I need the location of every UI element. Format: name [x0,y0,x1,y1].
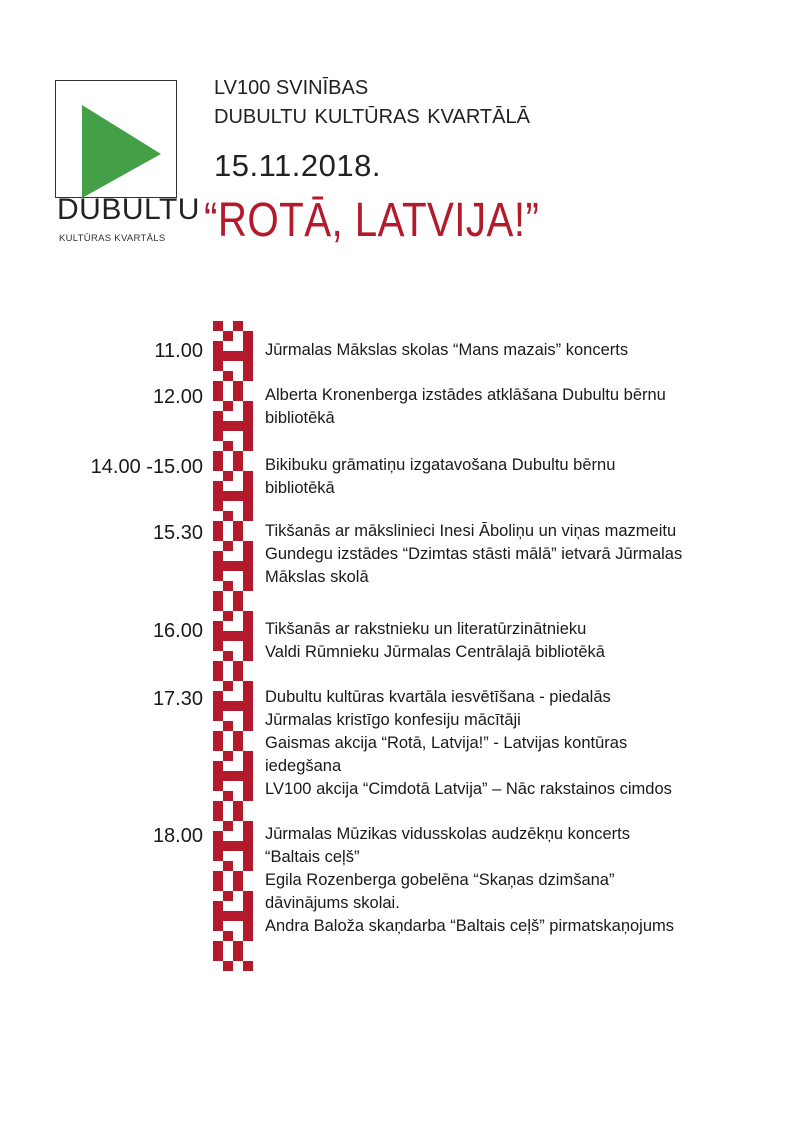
pattern-cell [223,471,233,481]
pattern-cell [213,911,223,921]
pattern-cell [223,441,233,451]
pattern-cell [243,581,253,591]
schedule-item [265,520,745,589]
pattern-cell [223,791,233,801]
pattern-cell [213,771,223,781]
pattern-cell [233,491,243,501]
pattern-cell [223,681,233,691]
pattern-cell [233,351,243,361]
pattern-cell [233,881,243,891]
schedule-item [265,823,745,938]
pattern-cell [223,331,233,341]
logo-frame [55,80,177,198]
pattern-cell [213,781,223,791]
schedule-time: 12.00 [152,386,203,408]
pattern-cell [243,511,253,521]
pattern-cell [233,461,243,471]
pattern-cell [213,571,223,581]
schedule-item [265,339,745,362]
pattern-cell [233,841,243,851]
pattern-cell [223,541,233,551]
pattern-cell [223,771,233,781]
pattern-cell [213,951,223,961]
pattern-cell [223,371,233,381]
header-line-2: DUBULTU KULTŪRAS KVARTĀLĀ [214,106,530,128]
pattern-cell [213,391,223,401]
pattern-cell [243,761,253,771]
pattern-cell [243,441,253,451]
schedule-line: dāvinājums skolai. [265,894,400,912]
pattern-cell [223,401,233,411]
pattern-cell [223,651,233,661]
pattern-cell [223,511,233,521]
dubultu-logo [55,80,200,250]
pattern-cell [243,931,253,941]
pattern-cell [243,861,253,871]
pattern-cell [223,911,233,921]
pattern-cell [213,361,223,371]
pattern-cell [213,501,223,511]
schedule-line: Dubultu kultūras kvartāla iesvētīšana - piedalās [265,688,611,706]
pattern-cell [213,531,223,541]
schedule-time: 11.00 [154,340,203,362]
pattern-cell [213,871,223,881]
pattern-cell [233,561,243,571]
pattern-cell [213,351,223,361]
schedule-line: Tikšanās ar rakstnieku un literatūrzinātnieku [265,620,587,638]
pattern-cell [213,431,223,441]
pattern-cell [243,781,253,791]
pattern-cell [223,491,233,501]
pattern-cell [213,801,223,811]
folk-pattern-strip [213,320,253,972]
schedule-line: Bikibuku grāmatiņu izgatavošana Dubultu bērnu [265,456,616,474]
pattern-cell [233,661,243,671]
pattern-cell [243,621,253,631]
schedule-line: Mākslas skolā [265,568,369,586]
schedule-line: Jūrmalas Mūzikas vidusskolas audzēkņu koncerts [265,825,630,843]
pattern-cell [213,591,223,601]
pattern-cell [243,631,253,641]
pattern-cell [213,921,223,931]
pattern-cell [213,691,223,701]
pattern-cell [213,841,223,851]
pattern-cell [223,891,233,901]
pattern-cell [223,721,233,731]
schedule-time: 18.00 [152,825,203,847]
pattern-cell [223,561,233,571]
pattern-cell [243,371,253,381]
pattern-cell [213,621,223,631]
pattern-cell [223,611,233,621]
pattern-cell [243,611,253,621]
pattern-cell [243,491,253,501]
pattern-cell [243,911,253,921]
pattern-cell [223,631,233,641]
pattern-cell [243,851,253,861]
pattern-cell [223,581,233,591]
pattern-cell [213,731,223,741]
play-triangle-icon [55,80,177,198]
pattern-cell [213,551,223,561]
schedule-line: Andra Baloža skaņdarba “Baltais ceļš” pirmatskaņojums [265,917,675,935]
event-motto: “ROTĀ, LATVIJA!” [204,194,540,247]
pattern-cell [243,721,253,731]
pattern-cell [233,811,243,821]
pattern-cell [213,811,223,821]
pattern-cell [243,841,253,851]
pattern-cell [243,471,253,481]
pattern-cell [243,691,253,701]
pattern-cell [223,841,233,851]
pattern-cell [213,941,223,951]
pattern-cell [233,701,243,711]
pattern-cell [233,601,243,611]
pattern-cell [213,671,223,681]
schedule-line: bibliotēkā [265,479,335,497]
pattern-cell [243,651,253,661]
pattern-cell [243,681,253,691]
pattern-cell [243,571,253,581]
pattern-cell [213,761,223,771]
event-date: 15.11.2018. [214,148,381,183]
header-line-1: LV100 SVINĪBAS [214,77,369,99]
pattern-cell [213,631,223,641]
pattern-cell [213,601,223,611]
pattern-cell [213,661,223,671]
schedule-time: 17.30 [152,688,203,710]
schedule-time: 16.00 [152,620,203,642]
pattern-cell [243,891,253,901]
pattern-cell [233,421,243,431]
pattern-cell [233,951,243,961]
pattern-cell [243,561,253,571]
logo-triangle [82,105,161,198]
pattern-cell [233,731,243,741]
schedule-time: 15.30 [152,522,203,544]
pattern-cell [243,791,253,801]
pattern-cell [213,321,223,331]
schedule-line: Gaismas akcija “Rotā, Latvija!” - Latvijas kontūras [265,734,628,752]
pattern-cell [223,751,233,761]
pattern-cell [213,341,223,351]
pattern-cell [233,801,243,811]
pattern-cell [213,421,223,431]
pattern-cell [243,831,253,841]
pattern-cell [213,491,223,501]
pattern-cell [213,831,223,841]
pattern-cell [243,501,253,511]
pattern-cell [233,631,243,641]
pattern-cell [243,771,253,781]
pattern-cell [223,821,233,831]
pattern-cell [233,451,243,461]
pattern-cell [233,521,243,531]
schedule-line: Tikšanās ar mākslinieci Inesi Āboliņu un viņas mazmeitu [265,522,677,540]
pattern-cell [243,921,253,931]
logo-name: DUBULTU [57,193,200,226]
pattern-cell [213,741,223,751]
pattern-cell [243,641,253,651]
pattern-cell [243,401,253,411]
pattern-cell [243,421,253,431]
pattern-cell [233,771,243,781]
schedule-item [265,384,745,430]
schedule-item [265,686,745,801]
pattern-cell [233,381,243,391]
pattern-cell [223,861,233,871]
pattern-cell [213,851,223,861]
pattern-cell [243,361,253,371]
pattern-cell [243,701,253,711]
pattern-cell [243,541,253,551]
pattern-cell [223,351,233,361]
pattern-cell [243,551,253,561]
pattern-cell [233,871,243,881]
pattern-cell [223,961,233,971]
schedule-time: 14.00 -15.00 [90,456,203,478]
pattern-cell [243,351,253,361]
pattern-cell [213,411,223,421]
pattern-cell [213,461,223,471]
pattern-cell [243,431,253,441]
pattern-cell [233,391,243,401]
schedule-line: Valdi Rūmnieku Jūrmalas Centrālajā bibliotēkā [265,643,605,661]
pattern-cell [243,961,253,971]
pattern-cell [233,941,243,951]
pattern-cell [213,561,223,571]
schedule-line: iedegšana [265,757,342,775]
schedule-line: LV100 akcija “Cimdotā Latvija” – Nāc rakstainos cimdos [265,780,672,798]
pattern-cell [223,701,233,711]
schedule-item [265,618,745,664]
pattern-cell [213,701,223,711]
pattern-cell [213,481,223,491]
logo-subtitle: KULTŪRAS KVARTĀLS [59,233,166,244]
pattern-cell [243,331,253,341]
pattern-cell [213,641,223,651]
pattern-cell [233,321,243,331]
pattern-cell [223,931,233,941]
pattern-cell [213,381,223,391]
pattern-cell [243,821,253,831]
schedule-item [265,454,745,500]
pattern-cell [213,521,223,531]
pattern-cell [243,411,253,421]
pattern-cell [243,481,253,491]
pattern-cell [233,741,243,751]
schedule-line: bibliotēkā [265,409,335,427]
pattern-cell [233,591,243,601]
pattern-cell [243,901,253,911]
pattern-cell [243,711,253,721]
pattern-cell [243,751,253,761]
pattern-cell [233,911,243,921]
pattern-cell [243,341,253,351]
schedule-line: Alberta Kronenberga izstādes atklāšana Dubultu bērnu [265,386,666,404]
schedule-line: “Baltais ceļš” [265,848,360,866]
schedule-line: Jūrmalas Mākslas skolas “Mans mazais” koncerts [265,341,629,359]
pattern-cell [233,531,243,541]
pattern-cell [213,451,223,461]
pattern-cell [213,711,223,721]
schedule-line: Gundegu izstādes “Dzimtas stāsti mālā” ietvarā Jūrmalas [265,545,683,563]
schedule-line: Egila Rozenberga gobelēna “Skaņas dzimšana” [265,871,615,889]
pattern-cell [223,421,233,431]
pattern-cell [213,881,223,891]
schedule-line: Jūrmalas kristīgo konfesiju mācītāji [265,711,521,729]
pattern-cell [233,671,243,681]
pattern-cell [213,901,223,911]
